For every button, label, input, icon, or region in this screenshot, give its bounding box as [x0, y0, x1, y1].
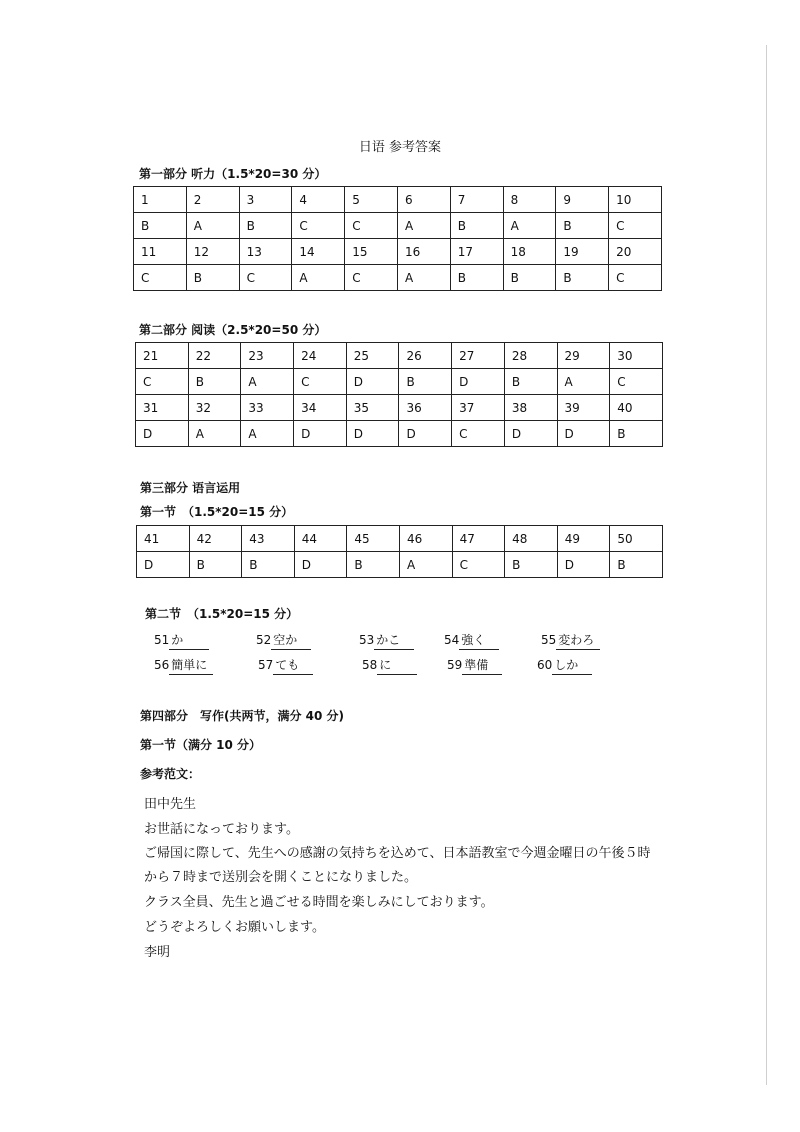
question-number-cell: 12 — [186, 239, 239, 265]
fill-in-item — [537, 656, 592, 675]
answer-cell: C — [609, 265, 662, 291]
question-number-cell: 7 — [450, 187, 503, 213]
answer-cell: B — [610, 552, 663, 578]
question-number-cell: 26 — [399, 343, 452, 369]
answer-cell: B — [347, 552, 400, 578]
page-edge-line — [766, 45, 767, 1085]
fill-in-answer: 強く — [459, 631, 499, 650]
fill-in-number: 51 — [154, 633, 170, 647]
table-row — [134, 239, 662, 265]
question-number-cell: 15 — [345, 239, 398, 265]
part1-heading: 第一部分 听力（1.5*20=30 分） — [139, 167, 327, 181]
letter-line: クラス全員、先生と過ごせる時間を楽しみにしております。 — [144, 895, 494, 910]
letter-signature: 李明 — [144, 945, 171, 960]
part4-heading: 第四部分 写作(共两节，满分 40 分) — [140, 709, 345, 723]
fill-in-number: 60 — [537, 658, 553, 672]
question-number-cell: 10 — [609, 187, 662, 213]
answer-cell: A — [399, 552, 452, 578]
table-row — [136, 343, 663, 369]
section-label: 第一节 — [140, 505, 177, 519]
question-number-cell: 39 — [557, 395, 610, 421]
fill-in-number: 54 — [444, 633, 460, 647]
letter-line: ご帰国に際して、先生への感謝の気持ちを込めて、日本語教室で今週金曜日の午後５時 — [144, 846, 651, 861]
answer-cell: B — [503, 265, 556, 291]
fill-in-number: 57 — [258, 658, 274, 672]
answer-cell: C — [294, 369, 347, 395]
fill-in-answer: かこ — [374, 631, 414, 650]
question-number-cell: 16 — [397, 239, 450, 265]
question-number-cell: 44 — [294, 526, 347, 552]
fill-in-answer: しか — [552, 656, 592, 675]
answer-cell: D — [557, 421, 610, 447]
answer-cell: B — [505, 552, 558, 578]
table-row — [136, 395, 663, 421]
fill-in-answer: に — [377, 656, 417, 675]
question-number-cell: 3 — [239, 187, 292, 213]
answer-cell: C — [610, 369, 663, 395]
fill-in-item — [154, 656, 213, 675]
answer-cell: D — [136, 421, 189, 447]
answer-cell: B — [450, 213, 503, 239]
part4-section1-heading: 第一节（满分 10 分） — [140, 738, 262, 752]
answer-cell: B — [188, 369, 241, 395]
table-row — [137, 552, 663, 578]
fill-in-number: 58 — [362, 658, 378, 672]
question-number-cell: 50 — [610, 526, 663, 552]
answer-cell: A — [292, 265, 345, 291]
question-number-cell: 43 — [242, 526, 295, 552]
answer-cell: D — [137, 552, 190, 578]
question-number-cell: 42 — [189, 526, 242, 552]
answer-cell: B — [556, 213, 609, 239]
fill-in-item — [359, 631, 414, 650]
table-row — [137, 526, 663, 552]
answer-cell: D — [452, 369, 505, 395]
section-label: 第二节 — [145, 607, 182, 621]
fill-in-item — [444, 631, 499, 650]
answer-cell: D — [294, 552, 347, 578]
question-number-cell: 4 — [292, 187, 345, 213]
answer-cell: C — [345, 213, 398, 239]
question-number-cell: 28 — [504, 343, 557, 369]
table-row — [136, 369, 663, 395]
fill-in-number: 56 — [154, 658, 170, 672]
question-number-cell: 11 — [134, 239, 187, 265]
part3-section2-heading — [145, 605, 298, 622]
answer-cell: B — [242, 552, 295, 578]
fill-in-item — [258, 656, 313, 675]
question-number-cell: 18 — [503, 239, 556, 265]
answer-cell: A — [186, 213, 239, 239]
question-number-cell: 35 — [346, 395, 399, 421]
letter-line: お世話になっております。 — [144, 822, 299, 837]
table-row — [134, 213, 662, 239]
answer-cell: B — [134, 213, 187, 239]
answer-cell: C — [134, 265, 187, 291]
answer-cell: A — [241, 369, 294, 395]
question-number-cell: 23 — [241, 343, 294, 369]
fill-in-answer: 簡単に — [169, 656, 213, 675]
sample-essay-label: 参考范文： — [140, 767, 201, 781]
question-number-cell: 45 — [347, 526, 400, 552]
answer-cell: D — [346, 421, 399, 447]
question-number-cell: 24 — [294, 343, 347, 369]
question-number-cell: 48 — [505, 526, 558, 552]
answer-cell: B — [186, 265, 239, 291]
question-number-cell: 40 — [610, 395, 663, 421]
fill-in-item — [362, 656, 417, 675]
part3-section1-table — [136, 525, 663, 578]
answer-cell: B — [610, 421, 663, 447]
answer-cell: C — [452, 552, 505, 578]
question-number-cell: 33 — [241, 395, 294, 421]
question-number-cell: 49 — [557, 526, 610, 552]
fill-in-answer: 準備 — [462, 656, 502, 675]
letter-line: から７時まで送別会を開くことになりました。 — [144, 870, 418, 885]
answer-cell: C — [345, 265, 398, 291]
answer-cell: C — [136, 369, 189, 395]
fill-in-item — [447, 656, 502, 675]
answer-cell: D — [399, 421, 452, 447]
question-number-cell: 19 — [556, 239, 609, 265]
answer-cell: B — [239, 213, 292, 239]
answer-cell: C — [609, 213, 662, 239]
letter-line: どうぞよろしくお願いします。 — [144, 920, 325, 935]
answer-cell: A — [241, 421, 294, 447]
letter-salutation: 田中先生 — [144, 797, 197, 812]
question-number-cell: 6 — [397, 187, 450, 213]
answer-cell: B — [556, 265, 609, 291]
table-row — [136, 421, 663, 447]
answer-cell: C — [452, 421, 505, 447]
answer-cell: A — [188, 421, 241, 447]
answer-cell: C — [292, 213, 345, 239]
part2-answer-table — [135, 342, 663, 447]
question-number-cell: 13 — [239, 239, 292, 265]
part3-section1-heading — [140, 503, 293, 520]
question-number-cell: 37 — [452, 395, 505, 421]
fill-in-item — [256, 631, 311, 650]
fill-in-number: 52 — [256, 633, 272, 647]
part1-answer-table — [133, 186, 662, 291]
fill-in-answer: か — [169, 631, 209, 650]
table-row — [134, 187, 662, 213]
answer-cell: C — [239, 265, 292, 291]
question-number-cell: 47 — [452, 526, 505, 552]
question-number-cell: 25 — [346, 343, 399, 369]
question-number-cell: 31 — [136, 395, 189, 421]
question-number-cell: 2 — [186, 187, 239, 213]
question-number-cell: 32 — [188, 395, 241, 421]
answer-cell: B — [450, 265, 503, 291]
answer-cell: D — [294, 421, 347, 447]
page-title: 日语 参考答案 — [358, 140, 442, 155]
fill-in-answer: 変わろ — [556, 631, 600, 650]
question-number-cell: 34 — [294, 395, 347, 421]
fill-in-answer: ても — [273, 656, 313, 675]
fill-in-item — [154, 631, 209, 650]
section-score: （1.5*20=15 分） — [182, 505, 294, 519]
question-number-cell: 14 — [292, 239, 345, 265]
answer-cell: B — [504, 369, 557, 395]
question-number-cell: 41 — [137, 526, 190, 552]
answer-cell: B — [399, 369, 452, 395]
part2-heading: 第二部分 阅读（2.5*20=50 分） — [139, 323, 327, 337]
fill-in-answer: 空か — [271, 631, 311, 650]
part3-heading: 第三部分 语言运用 — [140, 481, 241, 495]
table-row — [134, 265, 662, 291]
fill-in-number: 53 — [359, 633, 375, 647]
fill-in-item — [541, 631, 600, 650]
question-number-cell: 20 — [609, 239, 662, 265]
question-number-cell: 9 — [556, 187, 609, 213]
question-number-cell: 22 — [188, 343, 241, 369]
answer-cell: A — [557, 369, 610, 395]
answer-cell: A — [397, 213, 450, 239]
answer-cell: B — [189, 552, 242, 578]
question-number-cell: 27 — [452, 343, 505, 369]
question-number-cell: 30 — [610, 343, 663, 369]
answer-cell: D — [346, 369, 399, 395]
question-number-cell: 46 — [399, 526, 452, 552]
question-number-cell: 38 — [504, 395, 557, 421]
question-number-cell: 1 — [134, 187, 187, 213]
question-number-cell: 21 — [136, 343, 189, 369]
question-number-cell: 8 — [503, 187, 556, 213]
section-score: （1.5*20=15 分） — [187, 607, 299, 621]
answer-cell: D — [504, 421, 557, 447]
answer-cell: D — [557, 552, 610, 578]
question-number-cell: 5 — [345, 187, 398, 213]
answer-cell: A — [503, 213, 556, 239]
answer-cell: A — [397, 265, 450, 291]
question-number-cell: 29 — [557, 343, 610, 369]
question-number-cell: 36 — [399, 395, 452, 421]
question-number-cell: 17 — [450, 239, 503, 265]
fill-in-number: 59 — [447, 658, 463, 672]
fill-in-number: 55 — [541, 633, 557, 647]
